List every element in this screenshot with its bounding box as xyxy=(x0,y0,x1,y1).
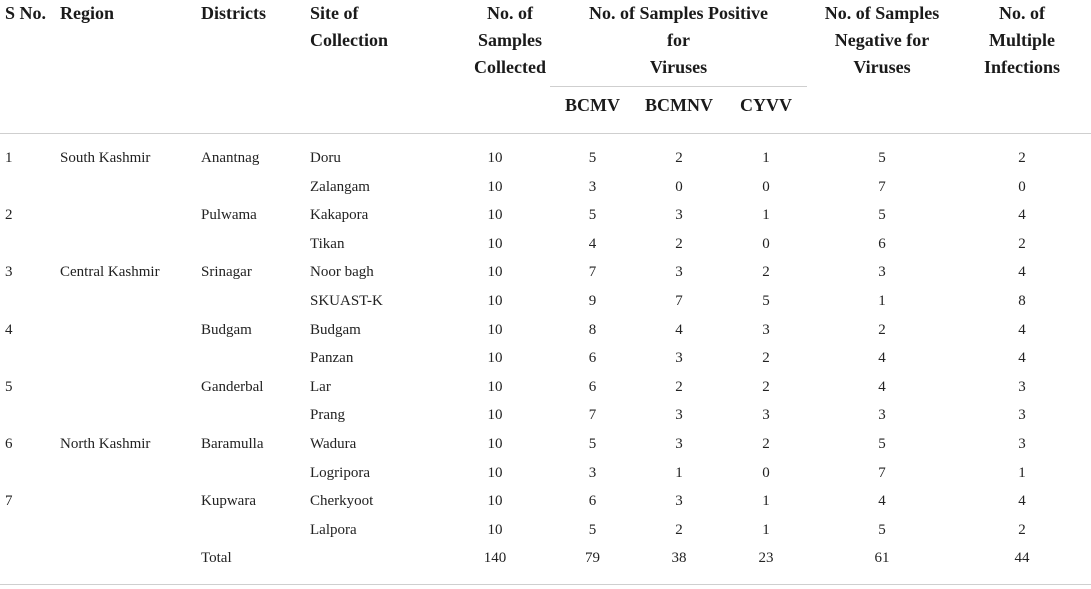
cell-bcmnv: 3 xyxy=(675,435,683,452)
table-row xyxy=(0,487,1091,516)
cell-bcmnv: 2 xyxy=(675,378,683,395)
cell-negative: 4 xyxy=(878,350,886,367)
header-collected: No. of Samples Collected xyxy=(474,3,546,77)
cell-sno: 6 xyxy=(5,435,13,452)
cell-cyvv: 0 xyxy=(762,464,770,481)
cell-collected: 10 xyxy=(487,178,503,195)
header-site: Site of Collection xyxy=(310,3,388,50)
cell-bcmv: 5 xyxy=(588,207,597,224)
header-positive: No. of Samples Positive for Viruses xyxy=(589,3,768,77)
cell-cyvv: 23 xyxy=(758,550,774,567)
cell-negative: 3 xyxy=(878,264,886,281)
cell-district: Kupwara xyxy=(201,493,256,510)
cell-cyvv: 3 xyxy=(762,407,770,424)
table-row xyxy=(0,344,1091,373)
cell-bcmnv: 3 xyxy=(675,350,683,367)
cell-district: Baramulla xyxy=(201,435,264,452)
cell-cyvv: 0 xyxy=(762,178,770,195)
cell-multiple: 8 xyxy=(1018,292,1026,309)
cell-cyvv: 2 xyxy=(762,435,770,452)
cell-bcmv: 7 xyxy=(588,407,597,424)
cell-collected: 10 xyxy=(487,378,503,395)
cell-cyvv: 1 xyxy=(762,521,770,538)
cell-site: Logripora xyxy=(310,464,370,481)
cell-cyvv: 0 xyxy=(762,235,770,252)
cell-multiple: 0 xyxy=(1018,178,1026,195)
cell-multiple: 4 xyxy=(1018,350,1026,367)
table-bottom-rule xyxy=(0,584,1091,585)
cell-negative: 5 xyxy=(878,150,886,166)
cell-region: Central Kashmir xyxy=(60,264,160,281)
table-row xyxy=(0,401,1091,430)
cell-negative: 4 xyxy=(878,493,886,510)
cell-site: Tikan xyxy=(310,235,345,252)
cell-bcmnv: 7 xyxy=(675,292,683,309)
header-bcmnv: BCMNV xyxy=(645,95,713,115)
cell-site: Lar xyxy=(310,378,331,395)
header-region: Region xyxy=(60,3,114,23)
cell-site: Cherkyoot xyxy=(310,493,374,510)
cell-bcmnv: 3 xyxy=(675,207,683,224)
cell-multiple: 2 xyxy=(1018,235,1026,252)
table-row xyxy=(0,373,1091,402)
cell-bcmnv: 0 xyxy=(675,178,683,195)
cell-multiple: 2 xyxy=(1018,150,1026,166)
cell-bcmnv: 2 xyxy=(675,150,683,166)
cell-bcmnv: 38 xyxy=(671,550,687,567)
cell-bcmnv: 2 xyxy=(675,521,683,538)
cell-sno: 7 xyxy=(5,493,13,510)
cell-cyvv: 5 xyxy=(762,292,770,309)
cell-multiple: 3 xyxy=(1018,407,1026,424)
header-cyvv: CYVV xyxy=(740,95,792,115)
cell-collected: 10 xyxy=(487,521,503,538)
table-row xyxy=(0,230,1091,259)
cell-district: Srinagar xyxy=(201,264,252,281)
cell-collected: 10 xyxy=(487,264,503,281)
cell-collected: 10 xyxy=(487,435,503,452)
cell-collected: 10 xyxy=(487,464,503,481)
table-row xyxy=(0,144,1091,173)
cell-bcmv: 6 xyxy=(588,350,597,367)
cell-site: Prang xyxy=(310,407,345,424)
cell-negative: 5 xyxy=(878,521,886,538)
cell-bcmv: 7 xyxy=(588,264,597,281)
cell-sno: 4 xyxy=(5,321,13,338)
cell-negative: 6 xyxy=(878,235,886,252)
cell-district: Pulwama xyxy=(201,207,257,224)
cell-site: Panzan xyxy=(310,350,354,367)
cell-bcmv: 79 xyxy=(585,550,600,567)
table-row xyxy=(0,201,1091,230)
cell-site: Doru xyxy=(310,150,341,166)
header-subrule xyxy=(550,86,807,87)
header-sno: S No. xyxy=(5,3,47,23)
cell-cyvv: 2 xyxy=(762,378,770,395)
cell-bcmnv: 4 xyxy=(675,321,683,338)
cell-bcmv: 6 xyxy=(588,493,597,510)
cell-negative: 2 xyxy=(878,321,886,338)
cell-collected: 10 xyxy=(487,292,503,309)
table-row xyxy=(0,316,1091,345)
cell-negative: 3 xyxy=(878,407,886,424)
cell-negative: 4 xyxy=(878,378,886,395)
cell-site: Lalpora xyxy=(310,521,357,538)
cell-region: North Kashmir xyxy=(60,435,151,452)
cell-site: Wadura xyxy=(310,435,357,452)
header-districts: Districts xyxy=(201,3,266,23)
cell-collected: 10 xyxy=(487,207,503,224)
cell-cyvv: 1 xyxy=(762,493,770,510)
table-row xyxy=(0,430,1091,459)
cell-multiple: 4 xyxy=(1018,493,1026,510)
cell-site: Budgam xyxy=(310,321,361,338)
cell-collected: 140 xyxy=(483,550,507,567)
cell-cyvv: 1 xyxy=(762,207,770,224)
cell-negative: 5 xyxy=(878,435,886,452)
cell-bcmv: 3 xyxy=(588,178,597,195)
header-multiple: No. of Multiple Infections xyxy=(984,3,1060,77)
cell-sno: 2 xyxy=(5,207,13,224)
cell-bcmnv: 2 xyxy=(675,235,683,252)
cell-bcmv: 5 xyxy=(588,435,597,452)
table-row xyxy=(0,173,1091,202)
cell-collected: 10 xyxy=(487,150,503,166)
cell-negative: 7 xyxy=(878,178,886,195)
cell-bcmv: 9 xyxy=(588,292,597,309)
cell-collected: 10 xyxy=(487,350,503,367)
cell-negative: 1 xyxy=(878,292,886,309)
cell-region: South Kashmir xyxy=(60,150,151,166)
cell-district: Budgam xyxy=(201,321,252,338)
cell-negative: 5 xyxy=(878,207,886,224)
cell-collected: 10 xyxy=(487,407,503,424)
cell-multiple: 1 xyxy=(1018,464,1026,481)
cell-site: Zalangam xyxy=(310,178,370,195)
cell-cyvv: 3 xyxy=(762,321,770,338)
cell-site: SKUAST-K xyxy=(310,292,383,309)
cell-cyvv: 1 xyxy=(762,150,770,166)
cell-district: Anantnag xyxy=(201,150,260,166)
cell-multiple: 2 xyxy=(1018,521,1026,538)
cell-negative: 7 xyxy=(878,464,886,481)
cell-district: Ganderbal xyxy=(201,378,264,395)
cell-bcmv: 8 xyxy=(588,321,597,338)
cell-sno: 3 xyxy=(5,264,13,281)
cell-negative: 61 xyxy=(874,550,890,567)
header-bottom-rule xyxy=(0,133,1091,134)
cell-bcmnv: 1 xyxy=(675,464,683,481)
header-negative: No. of Samples Negative for Viruses xyxy=(824,3,940,77)
table-row xyxy=(0,544,1091,573)
table-row xyxy=(0,516,1091,545)
cell-bcmv: 4 xyxy=(588,235,597,252)
cell-cyvv: 2 xyxy=(762,264,770,281)
cell-sno: 1 xyxy=(5,150,13,166)
cell-bcmv: 6 xyxy=(588,378,597,395)
cell-multiple: 4 xyxy=(1018,264,1026,281)
cell-bcmv: 3 xyxy=(588,464,597,481)
table-row xyxy=(0,287,1091,316)
cell-bcmv: 5 xyxy=(588,150,597,166)
table-body xyxy=(0,144,1091,573)
cell-multiple: 44 xyxy=(1014,550,1030,567)
cell-bcmv: 5 xyxy=(588,521,597,538)
header-bcmv: BCMV xyxy=(565,95,620,115)
cell-collected: 10 xyxy=(487,235,503,252)
cell-site: Kakapora xyxy=(310,207,369,224)
cell-sno: 5 xyxy=(5,378,13,395)
cell-site: Noor bagh xyxy=(310,264,374,281)
cell-bcmnv: 3 xyxy=(675,407,683,424)
cell-district: Total xyxy=(201,550,232,567)
cell-multiple: 3 xyxy=(1018,435,1026,452)
cell-bcmnv: 3 xyxy=(675,493,683,510)
cell-collected: 10 xyxy=(487,321,503,338)
cell-multiple: 4 xyxy=(1018,321,1026,338)
cell-cyvv: 2 xyxy=(762,350,770,367)
cell-multiple: 3 xyxy=(1018,378,1026,395)
cell-multiple: 4 xyxy=(1018,207,1026,224)
table-row xyxy=(0,459,1091,488)
table-row xyxy=(0,258,1091,287)
cell-collected: 10 xyxy=(487,493,503,510)
cell-bcmnv: 3 xyxy=(675,264,683,281)
